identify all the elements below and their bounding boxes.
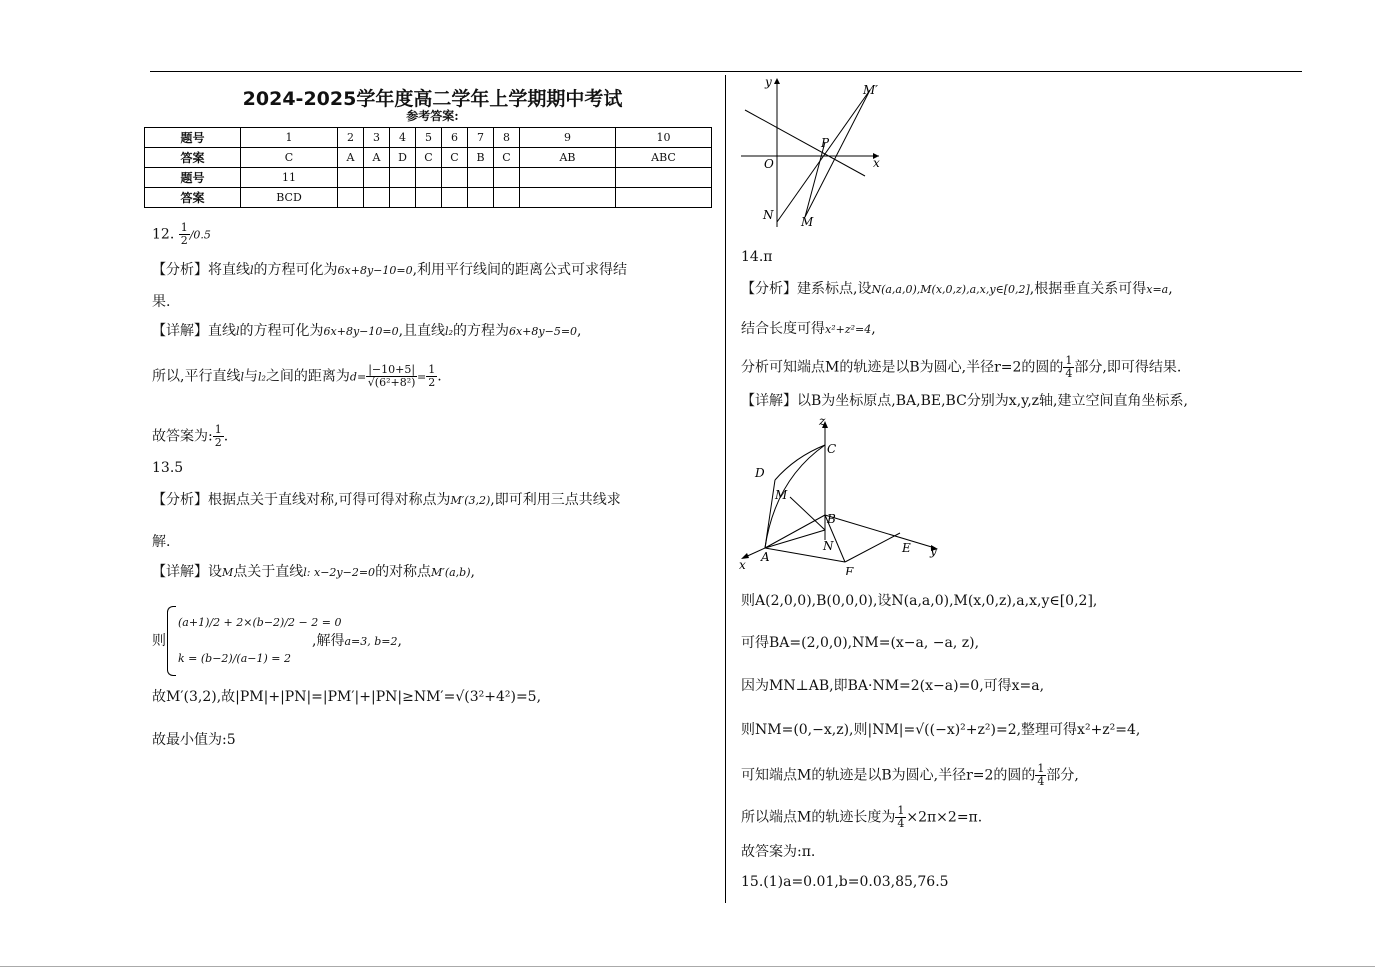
fig2-label: A bbox=[761, 550, 770, 564]
q13-analysis: 【分析】根据点关于直线对称,可得可得对称点为M′(3,2),即可利用三点共线求 bbox=[152, 492, 621, 508]
fig2-label: F bbox=[845, 565, 854, 575]
q14-step-2: 可得BA=(2,0,0),NM=(x−a, −a, z), bbox=[741, 635, 980, 651]
fig1-label: y bbox=[765, 75, 772, 89]
q12-answer: 12. $\frac{1}{2}$ /0.5 bbox=[152, 221, 211, 247]
table-row bbox=[145, 128, 712, 148]
table-cell: 7 bbox=[468, 128, 494, 148]
fig2-label: E bbox=[902, 541, 911, 555]
table-cell: AB bbox=[520, 148, 616, 168]
table-cell: 9 bbox=[520, 128, 616, 148]
fig2-label: B bbox=[827, 512, 836, 526]
fig2-label: y bbox=[930, 544, 937, 558]
fig2-label: D bbox=[755, 466, 765, 480]
q14-step-1: 则A(2,0,0),B(0,0,0),设N(a,a,0),M(x,0,z),a,x,y∈[0,2], bbox=[741, 593, 1098, 609]
q12-analysis-cont: 果. bbox=[152, 294, 171, 310]
q13-conclusion: 故M′(3,2),故|PM|+|PN|=|PM′|+|PN|≥NM′=√(3²+4²)=5, bbox=[152, 689, 542, 705]
q13-solution: ,解得a=3, b=2, bbox=[312, 633, 402, 649]
q14-analysis: 【分析】建系标点,设N(a,a,0),M(x,0,z),a,x,y∈[0,2],根据垂直关系可得x=a, bbox=[741, 281, 1173, 297]
table-cell: 题号 bbox=[145, 168, 241, 188]
q12-detail: 【详解】直线l的方程可化为6x+8y−10=0,且直线l₂的方程为6x+8y−5=0, bbox=[152, 323, 582, 339]
table-cell: C bbox=[494, 148, 520, 168]
q14-answer: 14.π bbox=[741, 249, 773, 265]
edge-AN bbox=[765, 530, 825, 548]
q12-analysis: 【分析】将直线l的方程可化为6x+8y−10=0,利用平行线间的距离公式可求得结 bbox=[152, 262, 628, 278]
q13-system-prefix: 则 bbox=[152, 633, 166, 649]
table-cell: C bbox=[241, 148, 338, 168]
segment-M-M-prime bbox=[805, 90, 870, 217]
fig1-label: N bbox=[763, 208, 774, 222]
q13-system-eq1: (a+1)/2 + 2×(b−2)/2 − 2 = 0 bbox=[178, 616, 342, 629]
answer-table bbox=[144, 127, 712, 208]
q13-analysis-cont: 解. bbox=[152, 534, 171, 550]
table-cell: 2 bbox=[338, 128, 364, 148]
fig2-label: M bbox=[775, 488, 788, 502]
q13-system-eq2: k = (b−2)/(a−1) = 2 bbox=[178, 652, 291, 665]
table-cell: 11 bbox=[241, 168, 338, 188]
table-cell: 3 bbox=[364, 128, 390, 148]
table-cell: 答案 bbox=[145, 188, 241, 208]
table-cell: B bbox=[468, 148, 494, 168]
table-cell: C bbox=[442, 148, 468, 168]
edge-FE bbox=[845, 533, 900, 562]
q14-step-6: 所以端点M的轨迹长度为 $\frac{1}{4}$ ×2π×2=π. bbox=[741, 804, 983, 830]
q14-detail: 【详解】以B为坐标原点,BA,BE,BC分别为x,y,z轴,建立空间直角坐标系, bbox=[741, 393, 1188, 409]
table-row bbox=[145, 148, 712, 168]
fig1-label: x bbox=[873, 156, 880, 170]
fig2-label: N bbox=[823, 539, 834, 553]
fig1-label: P bbox=[821, 136, 830, 150]
table-cell: C bbox=[416, 148, 442, 168]
q14-final: 故答案为:π. bbox=[741, 844, 816, 860]
fig2-label: C bbox=[827, 442, 837, 456]
top-rule bbox=[150, 71, 1302, 72]
answer-subtitle: 参考答案: bbox=[406, 109, 459, 123]
q13-detail: 【详解】设M点关于直线l: x−2y−2=0的对称点M′(a,b), bbox=[152, 564, 475, 580]
table-cell: D bbox=[390, 148, 416, 168]
table-cell: A bbox=[338, 148, 364, 168]
table-row bbox=[145, 188, 712, 208]
table-cell: 题号 bbox=[145, 128, 241, 148]
table-cell: 答案 bbox=[145, 148, 241, 168]
table-row bbox=[145, 168, 712, 188]
fraction: $\frac{1}{2}$ bbox=[180, 221, 188, 247]
q12-distance: 所以,平行直线l与l₂之间的距离为d= $\frac{|-10+5|}{\text{√(6²+8²)}}$ = $\frac{1}{2}$ . bbox=[152, 363, 442, 389]
q14-step-5: 可知端点M的轨迹是以B为圆心,半径r=2的圆的 $\frac{1}{4}$ 部分, bbox=[741, 762, 1079, 788]
table-cell: 10 bbox=[616, 128, 712, 148]
table-cell: 8 bbox=[494, 128, 520, 148]
table-cell: 6 bbox=[442, 128, 468, 148]
q13-answer: 13.5 bbox=[152, 460, 184, 476]
y-arrow bbox=[774, 78, 780, 84]
fig2-label: x bbox=[739, 558, 746, 572]
table-cell: 4 bbox=[390, 128, 416, 148]
q14-analysis-2: 结合长度可得x²+z²=4, bbox=[741, 321, 876, 337]
table-cell: A bbox=[364, 148, 390, 168]
edge-AB bbox=[765, 515, 825, 548]
q14-analysis-3: 分析可知端点M的轨迹是以B为圆心,半径r=2的圆的 $\frac{1}{4}$ 部分,即可得结果. bbox=[741, 354, 1182, 380]
table-cell: 5 bbox=[416, 128, 442, 148]
q13-min: 故最小值为:5 bbox=[152, 732, 236, 748]
fig1-label: M bbox=[801, 215, 814, 229]
bottom-edge bbox=[0, 966, 1375, 967]
system-brace bbox=[167, 606, 176, 676]
page-title: 2024-2025学年度高二学年上学期期中考试 bbox=[242, 88, 623, 110]
fig1-label: O bbox=[764, 157, 774, 171]
q14-step-4: 则NM=(0,−x,z),则|NM|=√((−x)²+z²)=2,整理可得x²+z²=4, bbox=[741, 722, 1141, 738]
line-l bbox=[745, 110, 865, 176]
segment-MP bbox=[805, 142, 825, 217]
table-cell: ABC bbox=[616, 148, 712, 168]
column-divider bbox=[725, 75, 726, 903]
fig2-label: z bbox=[819, 415, 826, 428]
q14-step-3: 因为MN⊥AB,即BA·NM=2(x−a)=0,可得x=a, bbox=[741, 678, 1045, 694]
q12-final: 故答案为: $\frac{1}{2}$ . bbox=[152, 423, 229, 449]
figure-1 bbox=[735, 72, 895, 232]
figure-2 bbox=[735, 415, 950, 575]
fig1-label: M′ bbox=[863, 83, 879, 97]
table-cell: 1 bbox=[241, 128, 338, 148]
q15-answer: 15.(1)a=0.01,b=0.03,85,76.5 bbox=[741, 874, 949, 890]
table-cell: BCD bbox=[241, 188, 338, 208]
